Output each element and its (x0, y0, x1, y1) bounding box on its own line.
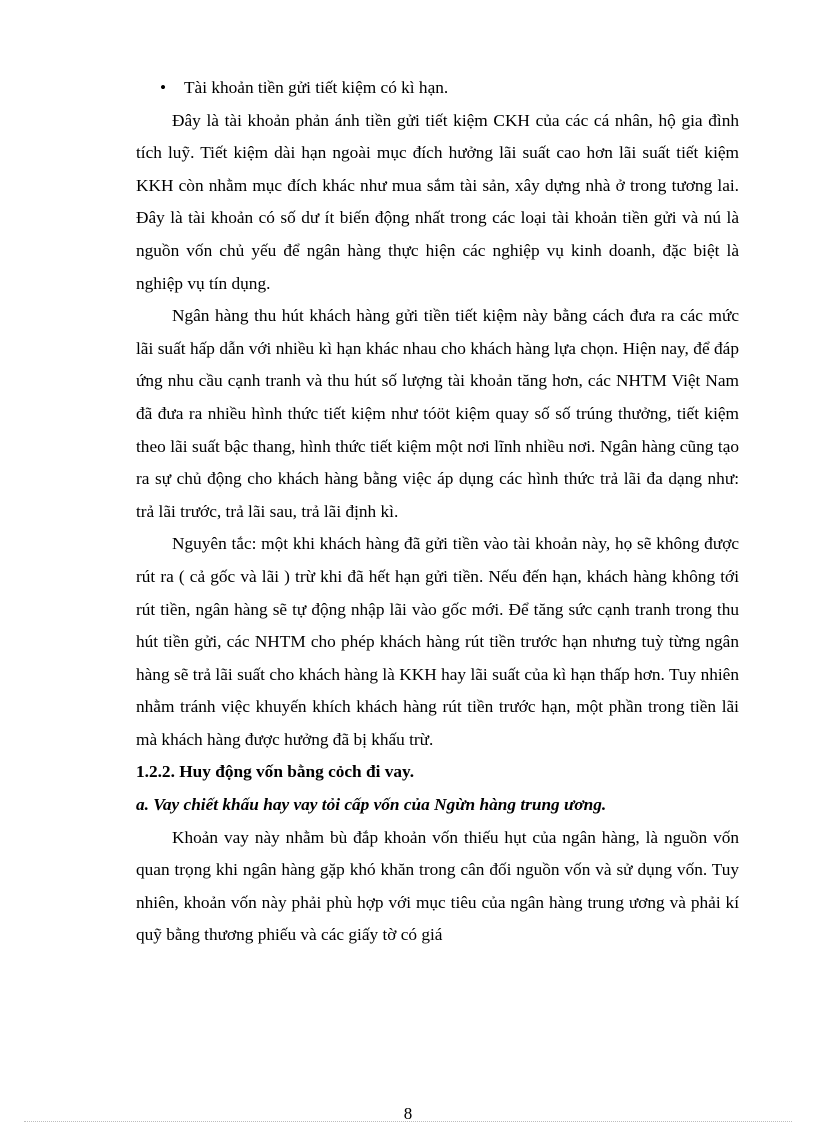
paragraph: Ngân hàng thu hút khách hàng gửi tiền tiết kiệm này bằng cách đưa ra các mức lãi suất hấp dẫn với nhiều kì hạn khác nhau cho khách hàng lựa chọn. Hiện nay, để đáp ứng nhu cầu cạnh tranh và thu hút số lượng tài khoản tăng hơn, các NHTM Việt Nam đã đưa ra nhiều hình thức tiết kiệm như tóöt kiệm quay số số trúng thưởng, tiết kiệm theo lãi suất bậc thang, hình thức tiết kiệm một nơi lĩnh nhiều nơi. Ngân hàng cũng tạo ra sự chủ động cho khách hàng bằng việc áp dụng các hình thức trả lãi đa dạng như: trả lãi trước, trả lãi sau, trả lãi định kì. (136, 306, 739, 521)
page-number: 8 (403, 1104, 413, 1123)
section-heading: 1.2.2. Huy động vốn bằng cỏch đi vay. (136, 762, 415, 782)
page-body (136, 72, 739, 952)
subsection-heading: a. Vay chiết khấu hay vay tỏi cấp vốn của Ngừn hàng trung ương. (136, 795, 607, 815)
bullet-item-text: Tài khoản tiền gửi tiết kiệm có kì hạn. (184, 78, 449, 97)
paragraph: Khoản vay này nhằm bù đắp khoản vốn thiếu hụt của ngân hàng, là nguồn vốn quan trọng khi ngân hàng gặp khó khăn trong cân đối nguồn vốn và sử dụng vốn. Tuy nhiên, khoản vốn này phải phù hợp với mục tiêu của ngân hàng trung ương và phải kí quỹ bằng thương phiếu và các giấy tờ có giá (136, 827, 739, 945)
footer-divider (24, 1121, 792, 1122)
paragraph: Nguyên tắc: một khi khách hàng đã gửi tiền vào tài khoản này, họ sẽ không được rút ra ( cả gốc và lãi ) trừ khi đã hết hạn gửi tiền. Nếu đến hạn, khách hàng không tới rút tiền, ngân hàng sẽ tự động nhập lãi vào gốc mới. Để tăng sức cạnh tranh trong thu hút tiền gửi, các NHTM cho phép khách hàng rút tiền trước hạn nhưng tuỳ từng ngân hàng sẽ trả lãi suất cho khách hàng là KKH hay lãi suất của kì hạn thấp hơn. Tuy nhiên nhằm tránh việc khuyến khích khách hàng rút tiền trước hạn, một phần trong tiền lãi mà khách hàng được hưởng đã bị khấu trừ. (136, 534, 739, 749)
paragraph: Đây là tài khoản phản ánh tiền gửi tiết kiệm CKH của các cá nhân, hộ gia đình tích luỹ. Tiết kiệm dài hạn ngoài mục đích hưởng lãi suất cao hơn lãi suất tiết kiệm KKH còn nhằm mục đích khác như mua sắm tài sản, xây dựng nhà ở trong tương lai. Đây là tài khoản có số dư ít biến động nhất trong các loại tài khoản tiền gửi và nú là nguồn vốn chủ yếu để ngân hàng thực hiện các nghiệp vụ kinh doanh, đặc biệt là nghiệp vụ tín dụng. (136, 110, 739, 293)
bullet-icon: • (160, 78, 167, 97)
bullet-item (136, 72, 739, 105)
